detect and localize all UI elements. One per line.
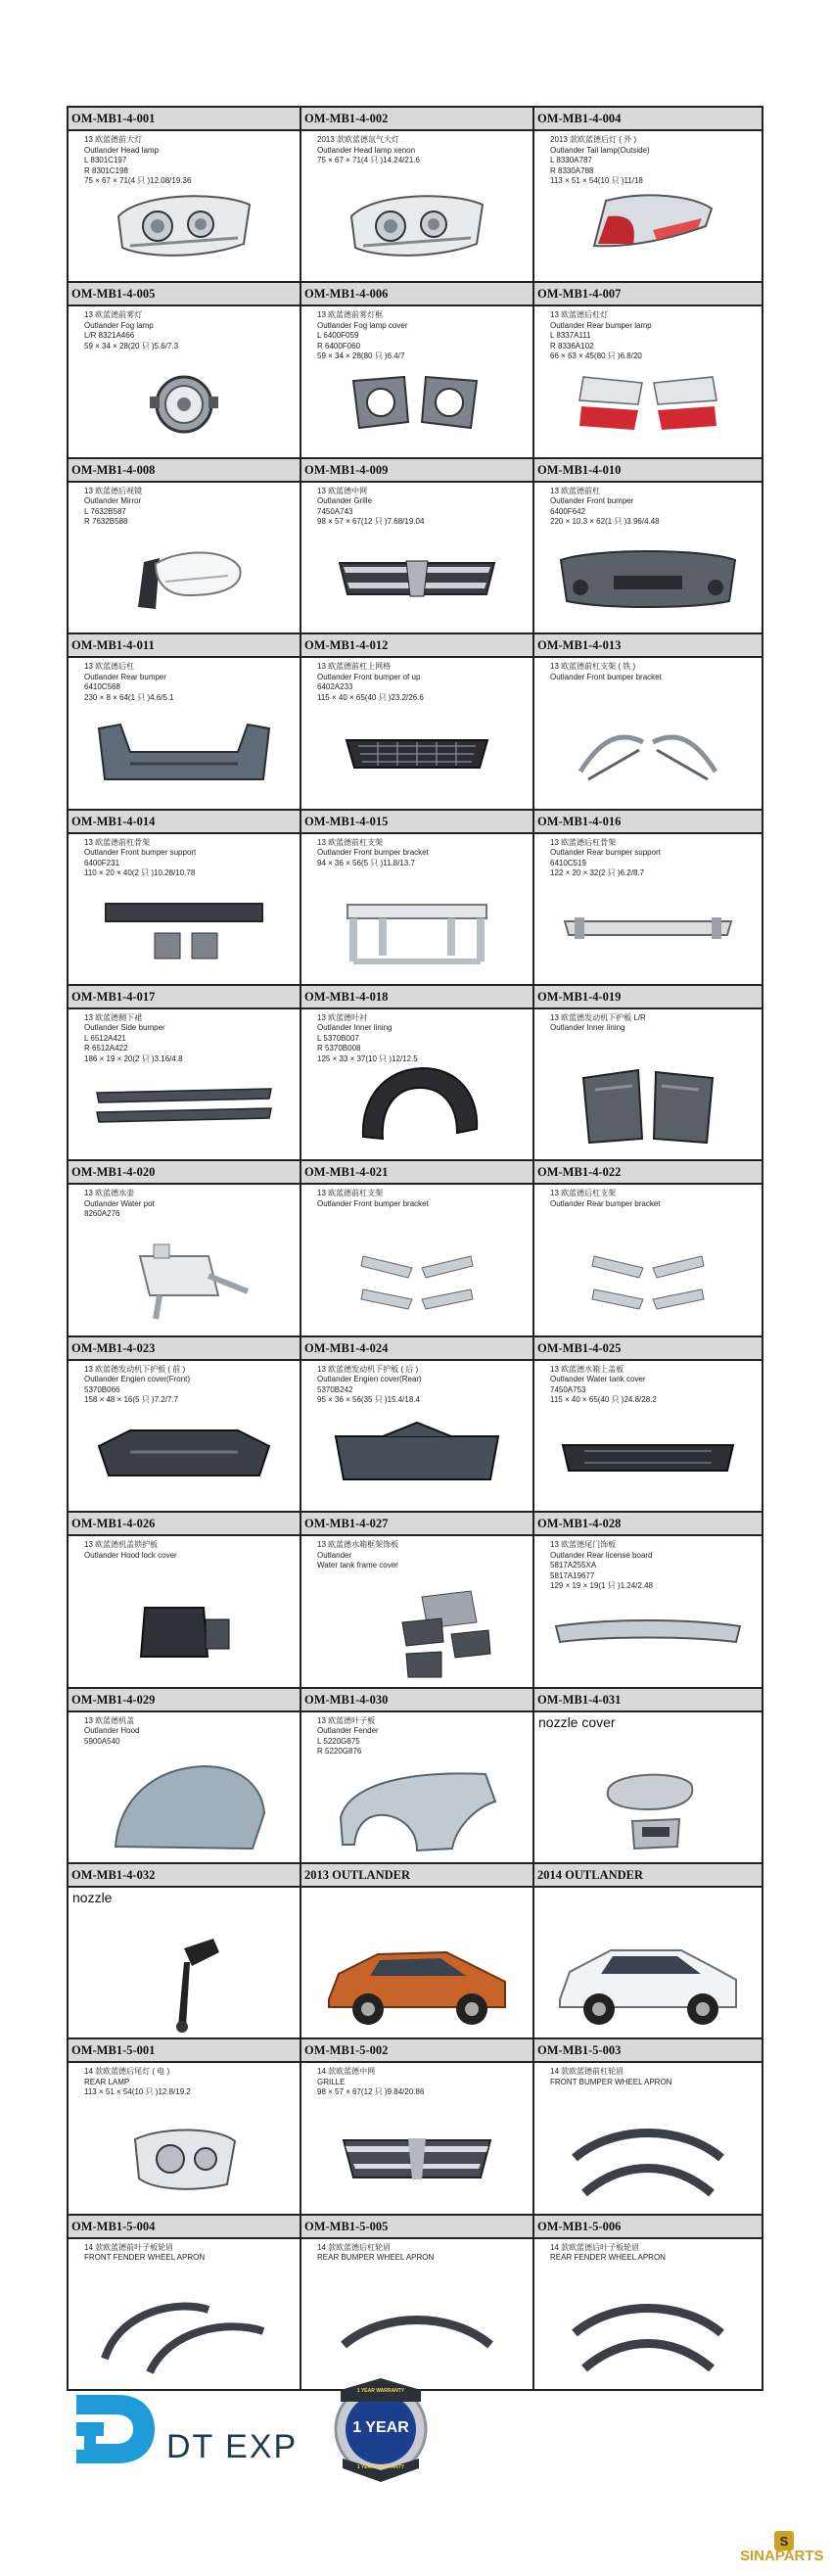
part-description: 13 欧蓝德前杠支架 Outlander Front bumper bracket (317, 1189, 429, 1208)
car-orange-icon (319, 1929, 515, 2037)
fogcover-icon (344, 363, 490, 442)
part-code: OM-MB1-5-006 (534, 2216, 762, 2239)
bumper-icon (555, 539, 741, 617)
catalog-cell (67, 1337, 300, 1513)
catalog-cell (300, 1337, 532, 1513)
part-code: OM-MB1-4-010 (534, 459, 762, 483)
part-description (301, 1888, 532, 1892)
part-image (534, 529, 762, 627)
catalog-cell (67, 1864, 300, 2039)
headlamp2-icon (125, 2120, 243, 2198)
part-code: OM-MB1-4-028 (534, 1513, 762, 1536)
part-description: 14 款欧蓝德中网 GRILLE 98 × 57 × 67(12 只 )9.84/20.86 (317, 2067, 425, 2097)
tankcover-icon (555, 1422, 741, 1490)
engcover-icon (91, 1417, 277, 1495)
catalog-cell (67, 2039, 300, 2215)
part-image (534, 177, 762, 275)
part-image (69, 177, 300, 275)
part-code: OM-MB1-4-021 (301, 1161, 532, 1185)
catalog-cell (532, 1689, 763, 1864)
arcs2-icon (91, 2290, 277, 2378)
part-code: OM-MB1-4-009 (301, 459, 532, 483)
part-image (69, 529, 300, 627)
part-description: 13 欧蓝德机盖锁护板 Outlander Hood lock cover (84, 1540, 177, 1560)
warranty-ring-bottom: 1 YEAR WARRANTY (356, 2464, 405, 2470)
warranty-ring-top: 1 YEAR WARRANTY (356, 2388, 405, 2394)
part-description: 13 欧蓝德前杠支架 ( 铁 ) Outlander Front bumper bracket (550, 662, 662, 681)
catalog-cell (300, 2216, 532, 2391)
part-image (301, 1934, 532, 2032)
frame-icon (334, 885, 500, 973)
part-image (301, 177, 532, 275)
smallbrackets-icon (344, 1237, 490, 1325)
part-description: 13 欧蓝德前雾灯框 Outlander Fog lamp cover L 6400F059 R 6400F060 59 × 34 × 28(80 只 )6.4/7 (317, 310, 408, 361)
waterpot-icon (111, 1237, 257, 1325)
part-code: OM-MB1-4-004 (534, 108, 762, 131)
sinaparts-watermark (740, 2530, 828, 2569)
part-description: 13 欧蓝德后杠骨架 Outlander Rear bumper support 6410C519 122 × 20 × 32(2 只 )6.2/8.7 (550, 837, 661, 878)
part-code: OM-MB1-4-015 (301, 811, 532, 834)
part-image (69, 1934, 300, 2032)
part-code: OM-MB1-4-032 (69, 1864, 300, 1888)
catalog-cell (532, 1513, 763, 1688)
part-image (69, 2110, 300, 2208)
brand-name: DT EXP (166, 2428, 299, 2465)
hood-icon (96, 1758, 272, 1856)
part-image (534, 1407, 762, 1505)
part-image (301, 353, 532, 451)
catalog-cell (300, 1513, 532, 1688)
catalog-cell (532, 2039, 763, 2215)
catalog-cell (300, 1161, 532, 1336)
part-description: 13 欧蓝德机盖 Outlander Hood 5900A540 (84, 1715, 140, 1746)
catalog-cell (67, 283, 300, 458)
part-description: nozzle (72, 1889, 113, 1905)
liner-icon (344, 1060, 490, 1148)
part-description: 13 欧蓝德叶衬 Outlander Inner lining L 5370B007 R 5370B008 125 × 33 × 37(10 只 )12/12.5 (317, 1012, 418, 1063)
beam2-icon (555, 900, 741, 959)
catalog-cell (532, 634, 763, 810)
car-white-icon (550, 1929, 746, 2037)
bracketpair-icon (565, 715, 731, 793)
nozzle-icon (125, 1929, 243, 2037)
part-image (534, 2110, 762, 2208)
part-image (534, 1758, 762, 1856)
catalog-cell (532, 283, 763, 458)
part-image (301, 529, 532, 627)
part-code: OM-MB1-4-027 (301, 1513, 532, 1536)
catalog-cell (300, 1864, 532, 2039)
part-code: OM-MB1-4-001 (69, 108, 300, 131)
part-code: OM-MB1-4-002 (301, 108, 532, 131)
catalog-cell (300, 283, 532, 458)
part-code: OM-MB1-4-020 (69, 1161, 300, 1185)
part-code: OM-MB1-5-005 (301, 2216, 532, 2239)
catalog-cell (532, 986, 763, 1161)
catalog-cell (300, 108, 532, 283)
catalog-cell (300, 459, 532, 634)
part-code: OM-MB1-4-005 (69, 283, 300, 306)
catalog-cell (532, 2216, 763, 2391)
part-description: 13 欧蓝德后杠 Outlander Rear bumper 6410C568 230 × 8 × 64(1 只 )4.6/5.1 (84, 662, 174, 702)
sideskirt-icon (91, 1075, 277, 1134)
part-code: OM-MB1-4-018 (301, 986, 532, 1009)
panels-icon (570, 1060, 726, 1148)
part-code: OM-MB1-4-007 (534, 283, 762, 306)
part-image (301, 705, 532, 803)
catalog-cell (67, 1161, 300, 1336)
watermark-text: SINAPARTS (740, 2548, 824, 2564)
part-code: 2014 OUTLANDER (534, 1864, 762, 1888)
part-code: OM-MB1-4-025 (534, 1337, 762, 1361)
part-description: 14 款欧蓝德后杠轮眉 REAR BUMPER WHEEL APRON (317, 2242, 435, 2263)
part-code: OM-MB1-4-017 (69, 986, 300, 1009)
part-code: OM-MB1-4-031 (534, 1689, 762, 1712)
part-image (69, 353, 300, 451)
catalog-cell (67, 2216, 300, 2391)
part-image (69, 1407, 300, 1505)
part-description: 13 欧蓝德前杠支架 Outlander Front bumper bracket 94 × 36 × 56(5 只 )11.8/13.7 (317, 837, 429, 867)
headlamp-icon (344, 187, 490, 265)
part-code: OM-MB1-4-019 (534, 986, 762, 1009)
framecover-icon (334, 1583, 500, 1681)
part-image (69, 1055, 300, 1153)
parts-grid (67, 108, 763, 2391)
part-code: 2013 OUTLANDER (301, 1864, 532, 1888)
catalog-cell (532, 1864, 763, 2039)
arcs-icon (555, 2290, 741, 2378)
part-image (69, 1758, 300, 1856)
part-code: OM-MB1-5-004 (69, 2216, 300, 2239)
part-code: OM-MB1-4-024 (301, 1337, 532, 1361)
part-description: nozzle cover (538, 1713, 616, 1730)
part-code: OM-MB1-5-002 (301, 2039, 532, 2063)
catalog-sheet (67, 108, 763, 2391)
engcover2-icon (324, 1417, 510, 1495)
part-description: 13 欧蓝德后视镜 Outlander Mirror L 7632B587 R 7632B588 (84, 486, 143, 527)
part-code: OM-MB1-4-030 (301, 1689, 532, 1712)
part-code: OM-MB1-4-023 (69, 1337, 300, 1361)
part-code: OM-MB1-4-029 (69, 1689, 300, 1712)
part-description: 13 欧蓝德水箱上盖板 Outlander Water tank cover 7450A753 115 × 40 × 65(40 只 )24.8/28.2 (550, 1364, 657, 1405)
catalog-cell (67, 459, 300, 634)
catalog-cell (300, 986, 532, 1161)
part-description: 13 欧蓝德叶子板 Outlander Fender L 5220G875 R 5220G876 (317, 1715, 379, 1756)
svg-text:S: S (779, 2534, 789, 2549)
part-image (301, 1583, 532, 1681)
catalog-cell (67, 986, 300, 1161)
part-image (534, 1583, 762, 1681)
part-image (534, 880, 762, 978)
part-image (69, 1583, 300, 1681)
part-code: OM-MB1-4-011 (69, 634, 300, 658)
part-description: 13 欧蓝德发动机下护板 ( 后 ) Outlander Engien cover(Rear) 5370B242 95 × 36 × 56(35 只 )15.4/18.4 (317, 1364, 422, 1405)
part-image (301, 1055, 532, 1153)
arcs3-icon (324, 2290, 510, 2378)
part-image (534, 1232, 762, 1330)
foglamp-icon (140, 363, 228, 442)
taillamp-icon (575, 187, 721, 265)
part-description: 13 欧蓝德中网 Outlander Grille 7450A743 98 × 57 × 67(12 只 )7.68/19.04 (317, 486, 425, 527)
part-code: OM-MB1-4-013 (534, 634, 762, 658)
mesh-icon (339, 725, 495, 783)
part-description: 13 欧蓝德前杠上网格 Outlander Front bumper of up 6402A233 115 × 40 × 65(40 只 )23.2/26.6 (317, 662, 424, 702)
part-code: OM-MB1-4-006 (301, 283, 532, 306)
part-image (301, 1407, 532, 1505)
part-image (69, 1232, 300, 1330)
grille2-icon (334, 2125, 500, 2193)
catalog-cell (532, 108, 763, 283)
catalog-cell (67, 634, 300, 810)
bumperlamp-icon (570, 363, 726, 442)
warranty-label: 1 YEAR (352, 2419, 409, 2436)
arcs-icon (555, 2115, 741, 2203)
catalog-cell (67, 1513, 300, 1688)
part-description: 2013 款欧蓝德后灯 ( 外 ) Outlander Tail lamp(Outside) L 8330A787 R 8330A788 113 × 51 × 54(10 只 )11/18 (550, 135, 650, 185)
part-description: 13 欧蓝德后杠灯 Outlander Rear bumper lamp L 8337A111 R 8336A102 66 × 63 × 45(80 只 )6.8/20 (550, 310, 652, 361)
part-code: OM-MB1-4-016 (534, 811, 762, 834)
part-image (534, 705, 762, 803)
part-code: OM-MB1-4-014 (69, 811, 300, 834)
part-code: OM-MB1-5-001 (69, 2039, 300, 2063)
fender-icon (329, 1758, 505, 1856)
grille-icon (334, 543, 500, 612)
catalog-cell (532, 459, 763, 634)
part-description: 13 欧蓝德前杠 Outlander Front bumper 6400F642 220 × 10.3 × 62(1 只 )3.96/4.48 (550, 486, 660, 527)
catalog-cell (300, 811, 532, 986)
part-description: 14 款欧蓝德后叶子板轮眉 REAR FENDER WHEEL APRON (550, 2242, 666, 2263)
part-description: 13 欧蓝德后杠支架 Outlander Rear bumper bracket (550, 1189, 661, 1208)
catalog-cell (300, 1689, 532, 1864)
part-code: OM-MB1-4-022 (534, 1161, 762, 1185)
catalog-cell (67, 1689, 300, 1864)
beam-icon (96, 890, 272, 968)
warranty-badge (333, 2372, 429, 2490)
license-icon (550, 1603, 746, 1662)
part-description: 13 欧蓝德前大灯 Outlander Head lamp L 8301C197 R 8301C198 75 × 67 × 71(4 只 )12.08/19.36 (84, 135, 192, 185)
part-image (301, 1232, 532, 1330)
part-description: 13 欧蓝德前雾灯 Outlander Fog lamp L/R 8321A466 59 × 34 × 28(20 只 )5.6/7.3 (84, 310, 179, 351)
catalog-cell (532, 811, 763, 986)
mirror-icon (120, 539, 248, 617)
part-image (301, 2110, 532, 2208)
headlamp-icon (111, 187, 257, 265)
rearbumper-icon (91, 715, 277, 793)
catalog-cell (300, 2039, 532, 2215)
part-image (534, 1934, 762, 2032)
part-image (69, 705, 300, 803)
part-description: 14 款欧蓝德前叶子板轮眉 FRONT FENDER WHEEL APRON (84, 2242, 206, 2263)
dt-exp-logo (70, 2389, 315, 2477)
part-description: 13 欧蓝德水箱框架饰板 Outlander Water tank frame cover (317, 1540, 399, 1570)
dt-logo-mark-icon (74, 2389, 157, 2469)
part-description (534, 1888, 762, 1892)
part-description: 14 款欧蓝德前杠轮眉 FRONT BUMPER WHEEL APRON (550, 2067, 672, 2086)
nozzlecover-icon (589, 1758, 707, 1856)
part-description: 13 欧蓝德发动机下护板 ( 前 ) Outlander Engien cover(Front) 5370B066 158 × 48 × 16(5 只 )7.2/7.7 (84, 1364, 191, 1405)
part-image (534, 2285, 762, 2383)
part-description: 13 欧蓝德尾门饰板 Outlander Rear license board 5817A255XA 5817A19677 129 × 19 × 19(1 只 )1.24/2.48 (550, 1540, 653, 1591)
part-description: 13 欧蓝德侧下裙 Outlander Side bumper L 6512A421 R 6512A422 186 × 19 × 20(2 只 )3.16/4.8 (84, 1012, 183, 1063)
part-image (301, 880, 532, 978)
part-image (534, 353, 762, 451)
part-image (534, 1055, 762, 1153)
part-code: OM-MB1-5-003 (534, 2039, 762, 2063)
part-code: OM-MB1-4-008 (69, 459, 300, 483)
part-description: 13 欧蓝德前杠骨架 Outlander Front bumper support 6400F231 110 × 20 × 40(2 只 )10.28/10.78 (84, 837, 197, 878)
part-code: OM-MB1-4-026 (69, 1513, 300, 1536)
part-description: 2013 款欧蓝德氙气大灯 Outlander Head lamp xenon 75 × 67 × 71(4 只 )14.24/21.6 (317, 135, 420, 164)
lockcover-icon (116, 1588, 253, 1676)
part-image (301, 1758, 532, 1856)
part-description: 13 欧蓝德水壶 Outlander Water pot 8260A276 (84, 1189, 155, 1219)
catalog-cell (67, 108, 300, 283)
catalog-cell (67, 811, 300, 986)
catalog-cell (300, 634, 532, 810)
part-image (301, 2285, 532, 2383)
part-image (69, 2285, 300, 2383)
part-image (69, 880, 300, 978)
smallbrackets-icon (575, 1237, 721, 1325)
catalog-cell (532, 1161, 763, 1336)
catalog-cell (532, 1337, 763, 1513)
part-description: 13 欧蓝德发动机下护板 L/R Outlander Inner lining (550, 1012, 646, 1033)
part-code: OM-MB1-4-012 (301, 634, 532, 658)
part-description: 14 款欧蓝德后尾灯 ( 电 ) REAR LAMP 113 × 51 × 54(10 只 )12.8/19.2 (84, 2067, 191, 2097)
